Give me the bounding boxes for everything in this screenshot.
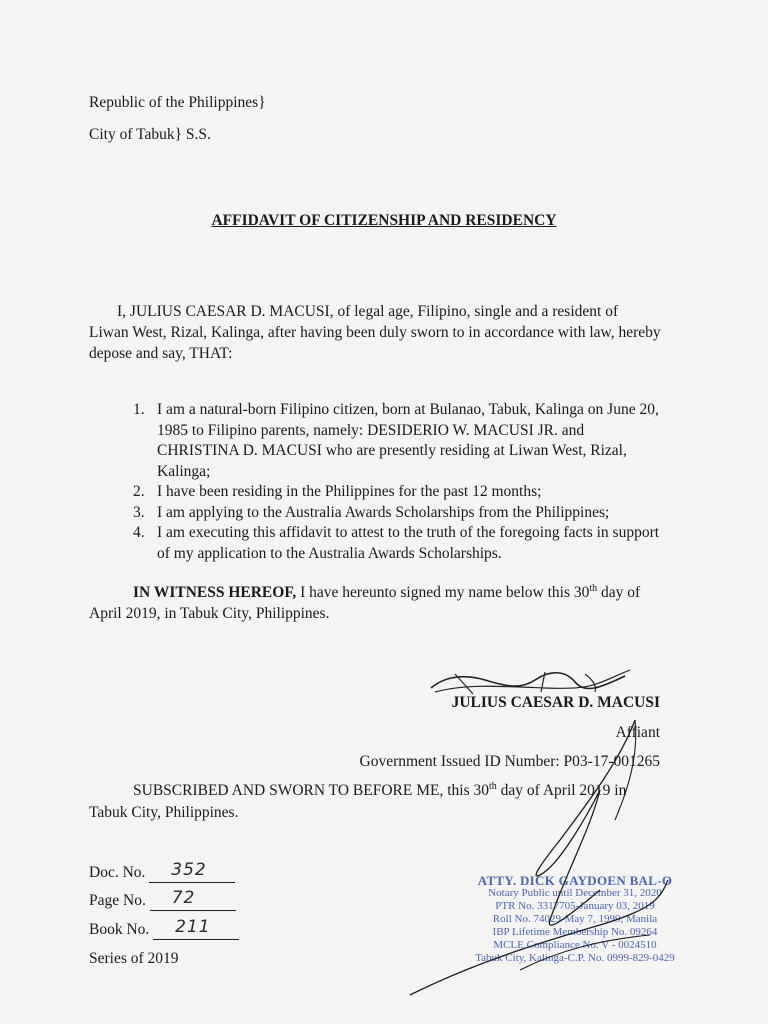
list-item	[133, 482, 673, 503]
witness-line-1	[133, 582, 640, 603]
intro-line-2: Liwan West, Rizal, Kalinga, after having been duly sworn to in accordance with law, hereby	[89, 324, 661, 341]
list-item-line: I have been residing in the Philippines for the past 12 months;	[157, 483, 542, 500]
list-item-number: 4.	[133, 524, 145, 541]
affiant-role: Affiant	[615, 724, 660, 741]
header-republic: Republic of the Philippines}	[89, 94, 266, 111]
book-number-row	[89, 919, 239, 940]
government-id-line: Government Issued ID Number: P03-17-001265	[359, 753, 660, 770]
page-number-value: 72	[171, 888, 196, 908]
book-number-blank	[153, 919, 239, 940]
doc-number-blank	[149, 862, 235, 883]
list-item-line: I am a natural-born Filipino citizen, born at Bulanao, Tabuk, Kalinga on June 20,	[157, 401, 659, 418]
sworn-line-2: Tabuk City, Philippines.	[89, 804, 239, 821]
list-item-line: 1985 to Filipino parents, namely: DESIDERIO W. MACUSI JR. and	[157, 421, 585, 439]
witness-sup: th	[589, 582, 598, 594]
intro-line-1: I, JULIUS CAESAR D. MACUSI, of legal age, Filipino, single and a resident of	[117, 303, 619, 320]
page-number-row	[89, 890, 236, 911]
witness-line-2: April 2019, in Tabuk City, Philippines.	[89, 605, 330, 622]
intro-line-3: depose and say, THAT:	[89, 345, 233, 362]
notary-stamp-line: IBP Lifetime Membership No. 09264	[492, 926, 658, 938]
list-item-number: 3.	[133, 503, 145, 521]
notary-stamp-line: Tabuk City, Kalinga-C.P. No. 0999-829-0429	[475, 952, 675, 964]
list-item	[133, 523, 673, 564]
list-item-number: 1.	[133, 401, 145, 418]
affiant-name: JULIUS CAESAR D. MACUSI	[451, 694, 660, 711]
notary-stamp-line: MCLE Compliance No. V - 0024510	[493, 939, 657, 951]
page-number-blank	[150, 890, 236, 911]
list-item-line: of my application to the Australia Awards Scholarships.	[157, 544, 502, 562]
list-item-line: CHRISTINA D. MACUSI who are presently residing at Liwan West, Rizal,	[157, 442, 627, 459]
document-title: AFFIDAVIT OF CITIZENSHIP AND RESIDENCY	[211, 212, 557, 229]
book-number-value: 211	[175, 917, 211, 937]
witness-text: I have hereunto signed my name below this 30	[296, 584, 590, 601]
book-number-label: Book No.	[89, 921, 150, 938]
witness-bold: IN WITNESS HEREOF,	[133, 584, 297, 601]
notary-stamp-line: Roll No. 74029-May 7, 1999, Manila	[492, 913, 658, 925]
doc-number-value: 352	[171, 860, 207, 880]
list-item-line: I am applying to the Australia Awards Scholarships from the Philippines;	[157, 503, 610, 521]
list-item-line: I am executing this affidavit to attest to the truth of the foregoing facts in support	[157, 524, 660, 541]
list-item	[133, 400, 673, 482]
sworn-sup: th	[489, 780, 497, 792]
header-city: City of Tabuk} S.S.	[89, 126, 211, 143]
notary-stamp-line: PTR No. 3317705-January 03, 2019	[495, 900, 655, 912]
notary-signature	[400, 700, 690, 1000]
series-line: Series of 2019	[89, 950, 179, 967]
notary-stamp-line: Notary Public until December 31, 2020	[488, 887, 662, 899]
list-item-line: Kalinga;	[157, 462, 211, 480]
witness-text-end: day of	[597, 584, 641, 601]
statement-list	[133, 400, 673, 564]
list-item-number: 2.	[133, 483, 145, 500]
sworn-text: SUBSCRIBED AND SWORN TO BEFORE ME, this 30	[133, 782, 489, 799]
page-number-label: Page No.	[89, 892, 146, 909]
list-item	[133, 503, 673, 524]
doc-number-label: Doc. No.	[89, 864, 146, 881]
notary-name: ATTY. DICK GAYDOEN BAL-O	[477, 873, 673, 888]
sworn-text-end: day of April 2019 in	[496, 782, 627, 799]
doc-number-row	[89, 862, 235, 883]
